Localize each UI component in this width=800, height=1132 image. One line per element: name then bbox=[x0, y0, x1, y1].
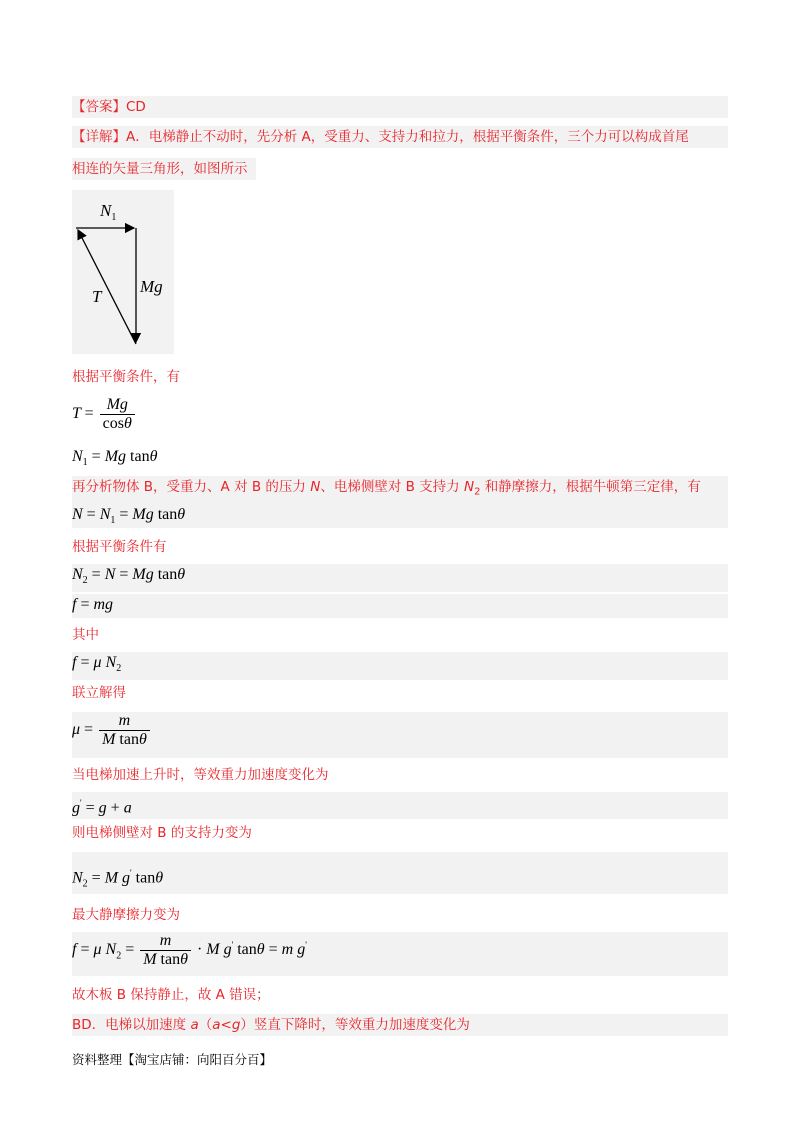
balance-text-1: 根据平衡条件，有 bbox=[72, 369, 180, 385]
answer-label: 【答案】 bbox=[72, 99, 126, 115]
analyze-b-text: 再分析物体 B，受重力、A 对 B 的压力 N、电梯侧壁对 B 支持力 $N_2$ 和静摩擦力，根据牛顿第三定律，有 bbox=[72, 476, 728, 504]
equation-f-mu-n2: f = μ $N_2$ bbox=[72, 652, 728, 680]
detail-line-1 bbox=[72, 126, 728, 148]
equation-n2: $N_2 = N = Mg$ tanθ bbox=[72, 564, 728, 592]
equation-f-mg: f = mg bbox=[72, 594, 728, 618]
equation-max-friction: f = μ $N_2$ = $\frac{m}{\text{M tanθ}}$ · M g' tanθ = m g' bbox=[72, 932, 728, 976]
equation-t: T = $\frac{Mg}{\cos\theta}$ bbox=[72, 396, 728, 440]
answer-line bbox=[72, 96, 728, 118]
fraction-m-over-mtan-2: $\frac{m}{\text{M tanθ}}$ bbox=[140, 932, 191, 969]
footer-source: 资料整理【淘宝店铺：向阳百分百】 bbox=[72, 1052, 273, 1067]
mg-label: Mg bbox=[140, 277, 163, 296]
conclusion-a-text: 故木板 B 保持静止，故 A 错误； bbox=[72, 987, 270, 1003]
support-change-text: 则电梯侧壁对 B 的支持力变为 bbox=[72, 825, 252, 841]
max-friction-text: 最大静摩擦力变为 bbox=[72, 907, 180, 923]
balance-text-2: 根据平衡条件有 bbox=[72, 539, 167, 555]
t-vector-arrow bbox=[78, 230, 136, 344]
where-text: 其中 bbox=[72, 627, 99, 643]
answer-value: CD bbox=[126, 99, 146, 115]
detail-label: 【详解】 bbox=[72, 129, 126, 145]
equation-n2-mg-prime: $N_2 = M$ g' tanθ bbox=[72, 852, 728, 894]
fraction-mg-over-cos: $\frac{Mg}{\cos\theta}$ bbox=[100, 396, 135, 433]
detail-text-1: A．电梯静止不动时，先分析 A，受重力、支持力和拉力，根据平衡条件，三个力可以构成首尾 bbox=[126, 129, 689, 145]
vector-triangle-svg bbox=[72, 190, 174, 354]
equation-n-equals-n1: $N = N_1 = Mg$ tanθ bbox=[72, 504, 728, 528]
fraction-m-over-mtan: $\frac{m}{\text{M tanθ}}$ bbox=[99, 712, 150, 749]
detail-text-2: 相连的矢量三角形，如图所示 bbox=[72, 158, 256, 180]
n1-label: $N_1$ bbox=[100, 201, 117, 223]
solve-text: 联立解得 bbox=[72, 685, 126, 701]
t-label: T bbox=[92, 287, 102, 306]
vector-triangle-diagram bbox=[72, 190, 174, 354]
detail-line-2 bbox=[72, 158, 256, 180]
equation-g-prime: g' = g + a bbox=[72, 792, 728, 819]
equation-mu: μ = $\frac{m}{\text{M tanθ}}$ bbox=[72, 712, 728, 758]
accel-up-text: 当电梯加速上升时，等效重力加速度变化为 bbox=[72, 767, 329, 783]
bd-text: BD．电梯以加速度 a（a<g）竖直下降时，等效重力加速度变化为 bbox=[72, 1014, 728, 1036]
equation-n1: $N_1 = Mg$ tanθ bbox=[72, 448, 158, 469]
